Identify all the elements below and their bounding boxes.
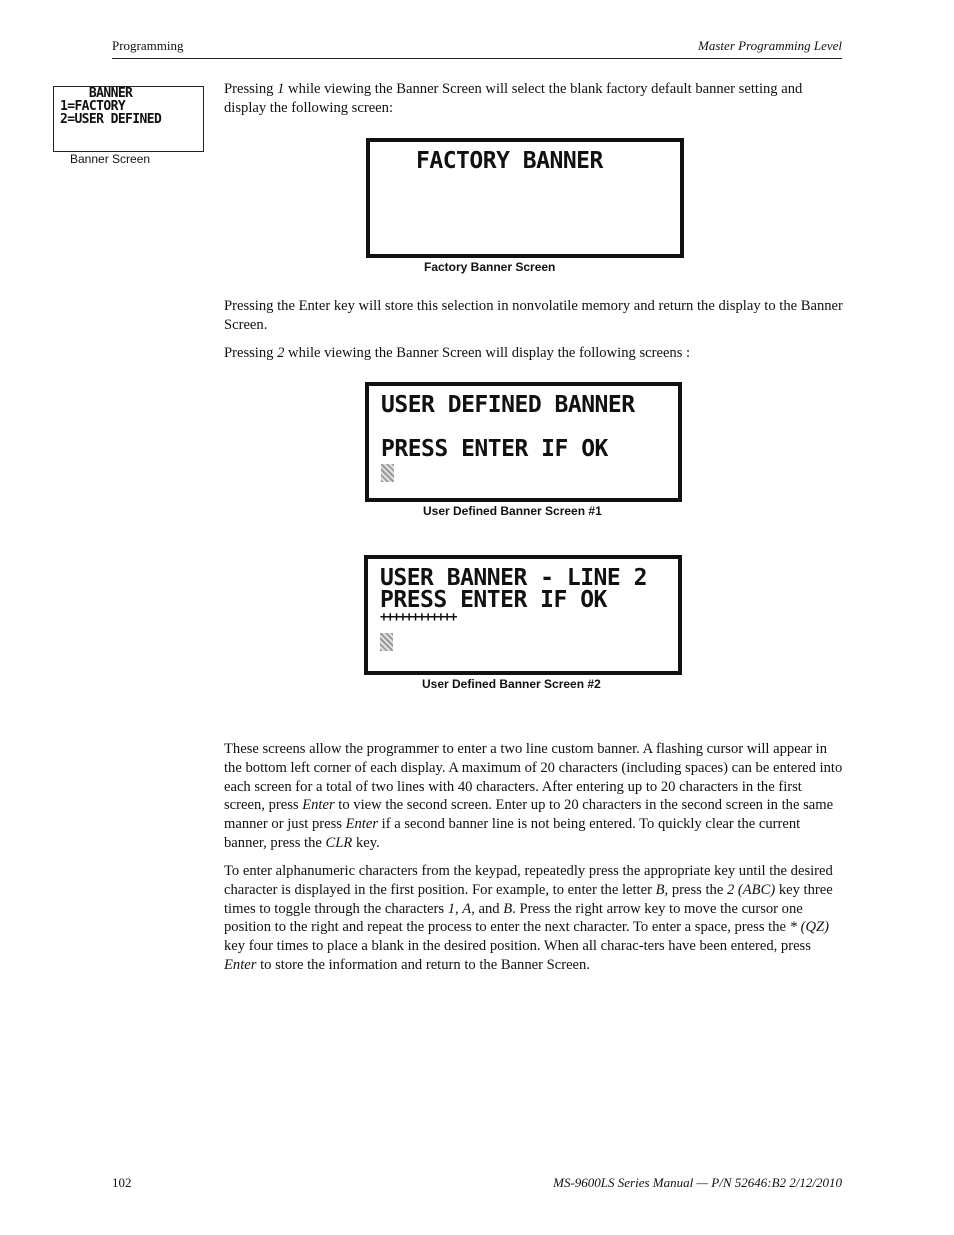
- factory-banner-display: [366, 138, 684, 258]
- banner-screen-caption: Banner Screen: [70, 152, 151, 166]
- banner-screen-line-1: BANNER: [60, 86, 133, 101]
- key-name: Enter: [345, 816, 379, 833]
- user-banner-1-caption: User Defined Banner Screen #1: [423, 504, 602, 518]
- key-name: 2 (ABC): [726, 881, 776, 898]
- text-run: key.: [352, 834, 380, 851]
- text-run: while viewing the Banner Screen will display the following screens :: [284, 345, 691, 361]
- user-banner-2-line-3: ++++++++++++: [380, 610, 456, 625]
- text-run: Pressing: [224, 81, 278, 97]
- intro-paragraph: [224, 80, 844, 118]
- text-run: while viewing the Banner Screen will select the blank factory default banner setting and display the following screen:: [224, 81, 803, 116]
- user-banner-display-1: [365, 382, 682, 502]
- header-chapter: Master Programming Level: [698, 38, 842, 53]
- text-run: , press the: [664, 881, 727, 898]
- text-run: key four times to place a blank in the desired position. When all charac-ters have been entered, press: [224, 938, 811, 955]
- key-name: B: [503, 900, 513, 917]
- text-run: Pressing: [224, 345, 278, 361]
- user-banner-display-2: [364, 555, 682, 675]
- press2-paragraph: [224, 344, 844, 363]
- enter-paragraph: Pressing the Enter key will store this selection in nonvolatile memory and return the display to the Banner Screen.: [224, 298, 843, 333]
- factory-banner-caption: Factory Banner Screen: [424, 260, 556, 274]
- key-name: 2: [277, 345, 285, 361]
- key-name: Enter: [224, 956, 257, 973]
- text-run: to view the second screen. Enter up to 20 characters in the second screen in the same manner or just press: [224, 797, 834, 833]
- key-name: B: [655, 881, 665, 898]
- page-number: 102: [112, 1175, 132, 1190]
- key-name: 1: [277, 81, 285, 97]
- text-run: These screens allow the programmer to enter a two line custom banner. A flashing cursor will appear in the bottom left corner of each display. A maximum of 20 characters (including spaces) can be entered into each screen for a total of two lines with 40 characters. After entering up to 20 characters in the first screen, press: [224, 741, 843, 814]
- user-banner-1-line-2: PRESS ENTER IF OK: [381, 436, 608, 462]
- text-run: key three times to toggle through the characters: [224, 881, 833, 917]
- key-name: * (QZ): [789, 919, 829, 936]
- text-run: if a second banner line is not being entered. To quickly clear the current banner, press the: [224, 816, 801, 851]
- text-run: ,: [455, 900, 463, 917]
- alphanumeric-paragraph: [224, 862, 844, 975]
- header-rule: [112, 58, 842, 59]
- factory-banner-line-1: FACTORY BANNER: [416, 148, 603, 174]
- flashing-cursor-icon: [381, 464, 394, 482]
- key-name: A: [462, 900, 472, 917]
- user-banner-1-line-1: USER DEFINED BANNER: [381, 392, 635, 418]
- banner-screen-line-2: 1=FACTORY: [60, 99, 126, 114]
- text-run: . Press the right arrow key to move the cursor one position to the right and repeat the process to enter the next character. To enter a space, press the: [224, 900, 803, 936]
- user-banner-2-caption: User Defined Banner Screen #2: [422, 677, 601, 691]
- header-section: Programming: [112, 38, 184, 53]
- user-banner-2-line-2: PRESS ENTER IF OK: [380, 587, 607, 613]
- text-run: to store the information and return to the Banner Screen.: [256, 956, 590, 973]
- flashing-cursor-icon: [380, 633, 393, 651]
- text-run: To enter alphanumeric characters from the keypad, repeatedly press the appropriate key until the desired character is displayed in the first position. For example, to enter the letter: [224, 863, 833, 898]
- key-name: 1: [447, 900, 455, 917]
- banner-screen-display: [53, 86, 204, 152]
- key-name: Enter: [302, 797, 335, 814]
- key-name: CLR: [325, 834, 353, 851]
- custom-banner-paragraph: [224, 740, 844, 853]
- manual-title: MS-9600LS Series Manual — P/N 52646:B2 2/12/2010: [553, 1175, 842, 1190]
- banner-screen-line-3: 2=USER DEFINED: [60, 112, 162, 127]
- text-run: , and: [471, 900, 504, 917]
- cursor-block: [381, 464, 678, 486]
- cursor-block: [380, 633, 678, 655]
- user-banner-2-line-1: USER BANNER - LINE 2: [380, 565, 647, 591]
- footer-manual: [553, 1175, 842, 1191]
